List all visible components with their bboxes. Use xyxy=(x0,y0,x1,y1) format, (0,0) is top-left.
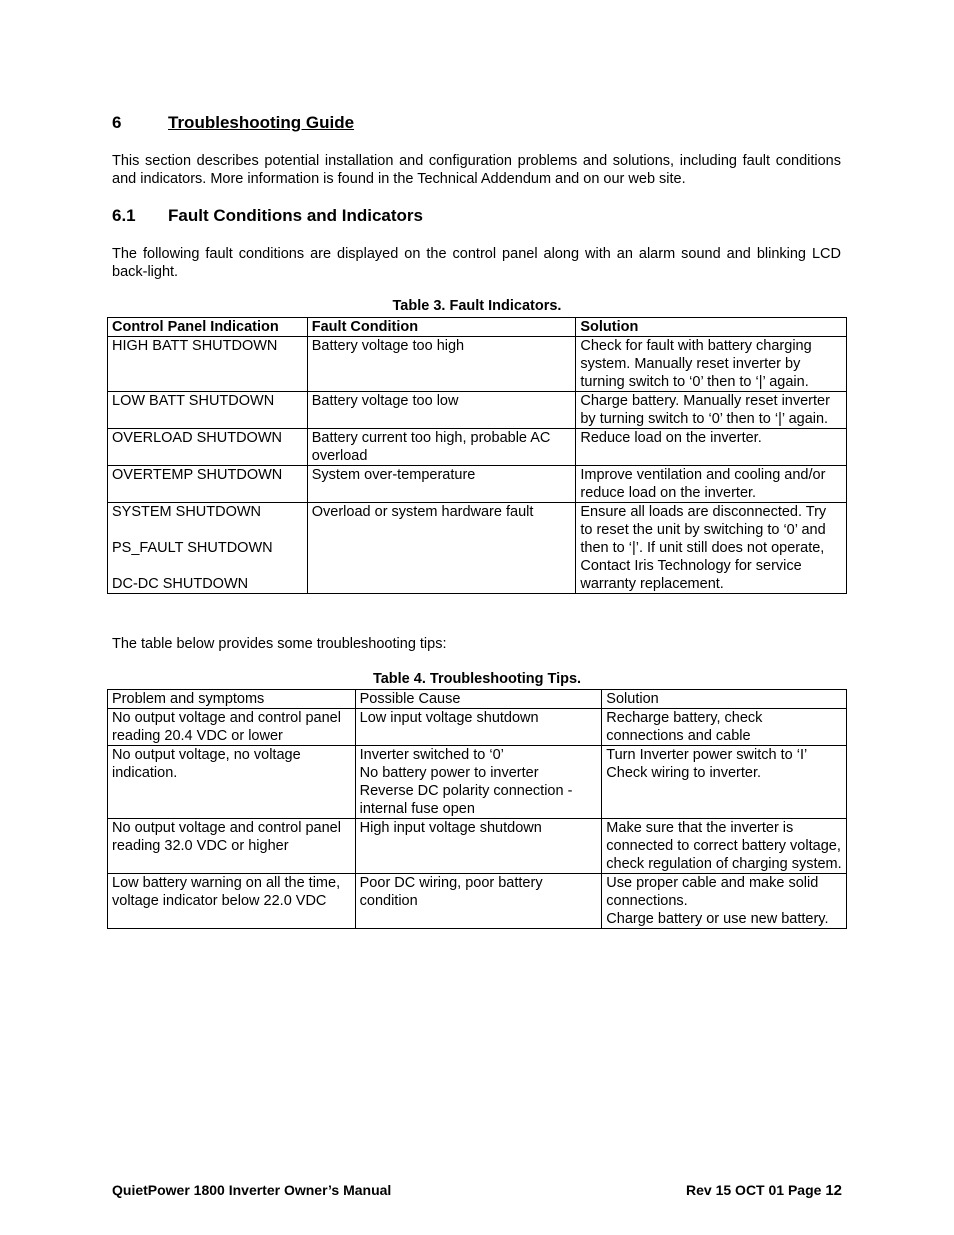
cause-line: High input voltage shutdown xyxy=(359,820,542,836)
header-possible-cause: Possible Cause xyxy=(355,690,602,709)
header-problem: Problem and symptoms xyxy=(108,690,356,709)
subsection-title: Fault Conditions and Indicators xyxy=(168,206,423,225)
section-number: 6 xyxy=(112,113,122,132)
cause-line: Low input voltage shutdown xyxy=(359,710,539,726)
section-title: Troubleshooting Guide xyxy=(168,113,355,132)
indication-cell: OVERTEMP SHUTDOWN xyxy=(108,466,308,503)
indication-cell xyxy=(108,503,308,594)
solution-line: Turn Inverter power switch to ‘I’ xyxy=(606,747,808,763)
indication-line: DC-DC SHUTDOWN xyxy=(112,576,249,592)
cause-line: No battery power to inverter xyxy=(359,765,539,781)
table-row xyxy=(108,337,847,392)
footer-revision xyxy=(686,1182,842,1199)
section-heading xyxy=(112,113,354,133)
solution-cell: Improve ventilation and cooling and/or reduce load on the inverter. xyxy=(576,466,847,503)
table-row xyxy=(108,392,847,429)
table-header-row xyxy=(108,690,847,709)
solution-cell xyxy=(602,709,847,746)
table4-caption: Table 4. Troubleshooting Tips. xyxy=(372,671,582,687)
condition-cell: System over-temperature xyxy=(307,466,576,503)
footer-manual-title: QuietPower 1800 Inverter Owner’s Manual xyxy=(112,1182,392,1198)
problem-cell: No output voltage, no voltage indication. xyxy=(108,746,356,819)
problem-cell: Low battery warning on all the time, voltage indicator below 22.0 VDC xyxy=(108,874,356,929)
header-solution: Solution xyxy=(576,318,847,337)
tips-intro-paragraph: The table below provides some troubleshooting tips: xyxy=(112,636,447,652)
problem-cell: No output voltage and control panel reading 20.4 VDC or lower xyxy=(108,709,356,746)
troubleshooting-tips-table xyxy=(107,689,847,929)
condition-cell: Overload or system hardware fault xyxy=(307,503,576,594)
solution-cell: Ensure all loads are disconnected. Try to reset the unit by switching to ‘0’ and then to ‘|’. If unit still does not operate, Contact Iris Technology for service warranty replacement. xyxy=(576,503,847,594)
indication-cell: LOW BATT SHUTDOWN xyxy=(108,392,308,429)
table-row xyxy=(108,746,847,819)
solution-line: Charge battery or use new battery. xyxy=(606,911,829,927)
subsection-heading xyxy=(112,206,423,226)
solution-cell xyxy=(602,746,847,819)
table-row xyxy=(108,503,847,594)
table3-caption: Table 3. Fault Indicators. xyxy=(392,298,562,314)
table-row xyxy=(108,874,847,929)
intro-paragraph: This section describes potential installation and configuration problems and solutions, including fault conditions and indicators. More information is found in the Technical Addendum and on our web site. xyxy=(112,153,841,187)
footer-rev-text: Rev 15 OCT 01 Page xyxy=(686,1182,822,1198)
fault-intro-paragraph: The following fault conditions are displayed on the control panel along with an alarm sound and blinking LCD back-light. xyxy=(112,246,841,280)
solution-line: Recharge battery, check connections and cable xyxy=(606,710,763,744)
solution-cell: Reduce load on the inverter. xyxy=(576,429,847,466)
header-fault-condition: Fault Condition xyxy=(307,318,576,337)
table-row xyxy=(108,466,847,503)
cause-cell xyxy=(355,746,602,819)
condition-cell: Battery voltage too low xyxy=(307,392,576,429)
table-header-row xyxy=(108,318,847,337)
fault-indicators-table xyxy=(107,317,847,594)
solution-cell xyxy=(602,819,847,874)
header-control-panel-indication: Control Panel Indication xyxy=(108,318,308,337)
indication-cell: OVERLOAD SHUTDOWN xyxy=(108,429,308,466)
solution-line: Check wiring to inverter. xyxy=(606,765,762,781)
solution-line: Use proper cable and make solid connections. xyxy=(606,875,819,909)
table-row xyxy=(108,709,847,746)
indication-cell: HIGH BATT SHUTDOWN xyxy=(108,337,308,392)
cause-cell xyxy=(355,709,602,746)
solution-cell: Check for fault with battery charging system. Manually reset inverter by turning switch to ‘0’ then to ‘|’ again. xyxy=(576,337,847,392)
subsection-number: 6.1 xyxy=(112,206,136,225)
solution-line: Make sure that the inverter is connected to correct battery voltage, check regulation of charging system. xyxy=(606,820,842,872)
condition-cell: Battery current too high, probable AC overload xyxy=(307,429,576,466)
header-solution: Solution xyxy=(602,690,847,709)
solution-cell: Charge battery. Manually reset inverter by turning switch to ‘0’ then to ‘|’ again. xyxy=(576,392,847,429)
solution-cell xyxy=(602,874,847,929)
problem-cell: No output voltage and control panel reading 32.0 VDC or higher xyxy=(108,819,356,874)
table-row xyxy=(108,819,847,874)
cause-cell xyxy=(355,819,602,874)
cause-line: Inverter switched to ‘0’ xyxy=(359,747,504,763)
cause-line: Reverse DC polarity connection - internal fuse open xyxy=(359,783,573,817)
cause-cell xyxy=(355,874,602,929)
condition-cell: Battery voltage too high xyxy=(307,337,576,392)
cause-line: Poor DC wiring, poor battery condition xyxy=(359,875,543,909)
page-number: 12 xyxy=(825,1182,842,1199)
table-row xyxy=(108,429,847,466)
indication-line: SYSTEM SHUTDOWN xyxy=(112,504,262,520)
indication-line: PS_FAULT SHUTDOWN xyxy=(112,540,273,556)
